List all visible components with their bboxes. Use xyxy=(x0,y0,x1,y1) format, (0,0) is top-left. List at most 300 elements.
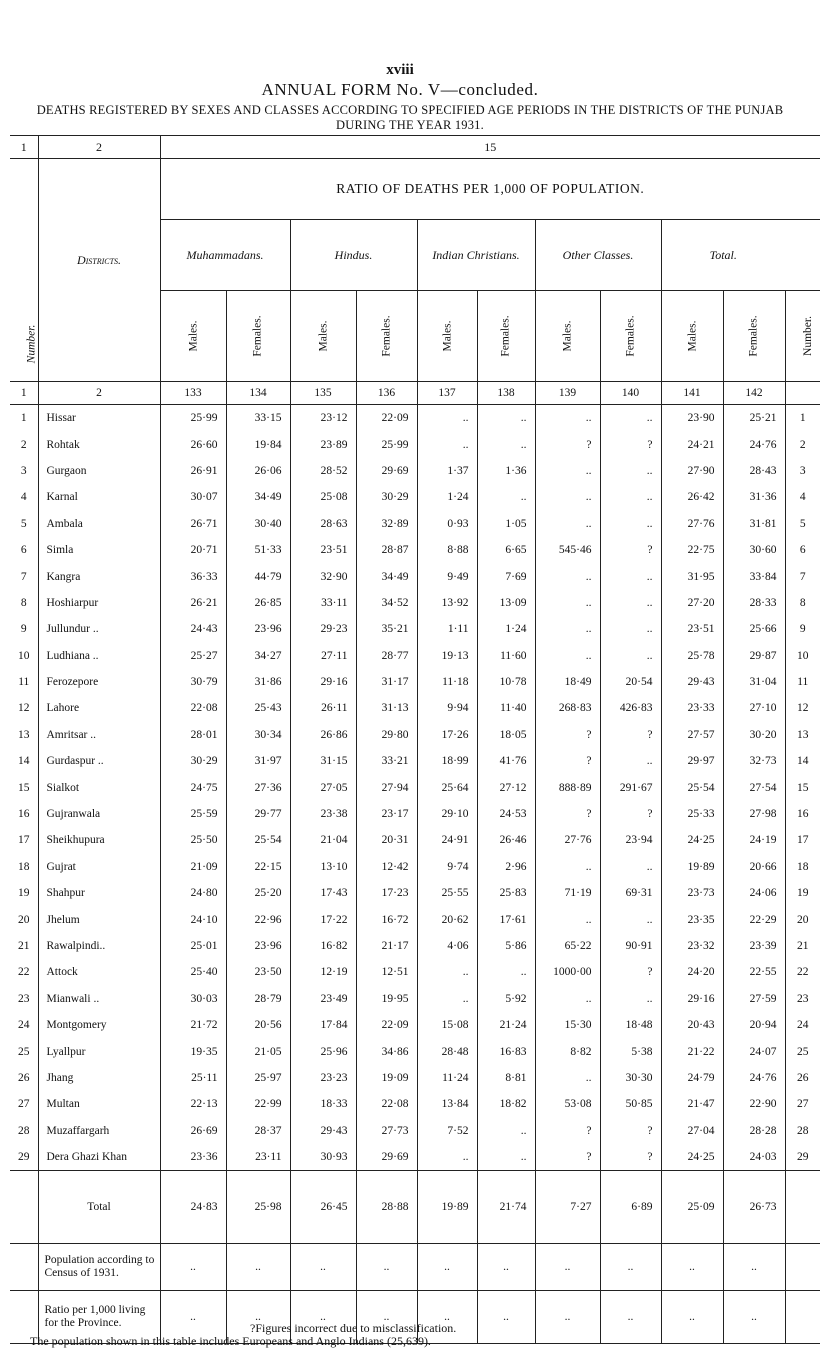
ratio-cell: 23·32 xyxy=(661,933,723,959)
column-number-row xyxy=(10,382,820,405)
ratio-cell: 23·96 xyxy=(226,933,290,959)
ratio-cell: 7·69 xyxy=(477,563,535,589)
ratio-cell: 27·04 xyxy=(661,1118,723,1144)
ratio-cell: 22·96 xyxy=(226,906,290,932)
ratio-cell: 21·05 xyxy=(226,1038,290,1064)
total-cell: 25·09 xyxy=(661,1171,723,1244)
ratio-cell: 32·73 xyxy=(723,748,785,774)
row-number: 3 xyxy=(10,458,38,484)
ratio-cell: 26·11 xyxy=(290,695,356,721)
row-number: 28 xyxy=(10,1118,38,1144)
ratio-cell: 22·09 xyxy=(356,1012,417,1038)
ratio-cell: .. xyxy=(600,405,661,432)
table-row xyxy=(10,854,820,880)
ratio-cell: 29·69 xyxy=(356,1144,417,1171)
district-label: Amritsar .. xyxy=(46,728,97,741)
ratio_province-cell: .. xyxy=(160,1291,226,1344)
ratio-cell: .. xyxy=(477,959,535,985)
district-name xyxy=(38,511,160,537)
ratio-cell: 21·47 xyxy=(661,1091,723,1117)
district-label: Multan xyxy=(46,1098,80,1111)
ratio-cell: 24·43 xyxy=(160,616,226,642)
row-number: 19 xyxy=(10,880,38,906)
row-number-right: 21 xyxy=(797,940,809,952)
ratio-cell: 28·37 xyxy=(226,1118,290,1144)
ratio-cell: ? xyxy=(600,1144,661,1171)
ratio-cell: 12·19 xyxy=(290,959,356,985)
ratio-cell: ? xyxy=(600,801,661,827)
row-number: 14 xyxy=(10,748,38,774)
district-label: Rawalpindi.. xyxy=(46,940,106,952)
row-number-right: 1 xyxy=(799,412,806,425)
ratio-cell: 25·01 xyxy=(160,933,226,959)
row-number: 8 xyxy=(10,590,38,616)
district-name xyxy=(38,933,160,959)
ratio-cell: 16·72 xyxy=(356,906,417,932)
ratio-cell: 31·36 xyxy=(723,484,785,510)
ratio-cell: 9·49 xyxy=(417,563,477,589)
ratio-heading: RATIO OF DEATHS PER 1,000 OF POPULATION. xyxy=(160,159,820,220)
table-row xyxy=(10,431,820,457)
ratio-cell: 18·82 xyxy=(477,1091,535,1117)
district-label: Hissar xyxy=(46,412,76,425)
population-cell: .. xyxy=(535,1244,600,1291)
row-number-right: 26 xyxy=(797,1071,809,1084)
ratio-cell: 30·20 xyxy=(723,722,785,748)
population-label: Population according to Census of 1931. xyxy=(38,1244,160,1291)
ratio-cell: .. xyxy=(535,906,600,932)
ratio-cell: 33·15 xyxy=(226,405,290,432)
population-cell: .. xyxy=(600,1244,661,1291)
ratio-cell: 27·76 xyxy=(535,827,600,853)
ratio-cell: 31·95 xyxy=(661,563,723,589)
ratio-cell: 27·59 xyxy=(723,986,785,1012)
ratio-cell: ? xyxy=(535,431,600,457)
ratio-cell: 26·71 xyxy=(160,511,226,537)
row-number: 5 xyxy=(10,511,38,537)
blank-cell xyxy=(10,1171,38,1244)
row-number-right: 11 xyxy=(797,676,809,689)
ratio-cell: .. xyxy=(600,484,661,510)
district-name xyxy=(38,1038,160,1064)
table-row xyxy=(10,1144,820,1171)
ratio-cell: 32·89 xyxy=(356,511,417,537)
row-number-right: 15 xyxy=(797,781,809,794)
ratio-cell: 23·39 xyxy=(723,933,785,959)
ratio-cell: 21·24 xyxy=(477,1012,535,1038)
ratio-cell: 28·01 xyxy=(160,722,226,748)
ratio-cell: 18·33 xyxy=(290,1091,356,1117)
ratio_province-cell: .. xyxy=(535,1291,600,1344)
table-row xyxy=(10,1038,820,1064)
page-subtitle: DEATHS REGISTERED BY SEXES AND CLASSES ACCORDING TO SPECIFIED AGE PERIODS IN THE DISTRICTS OF THE PUNJAB DURING THE YEAR 1931. xyxy=(36,103,784,132)
col-number: 140 xyxy=(600,382,661,405)
col-number: 1 xyxy=(10,382,38,405)
ratio_province-cell: .. xyxy=(417,1291,477,1344)
ratio-cell: 65·22 xyxy=(535,933,600,959)
row-number-right: 16 xyxy=(797,808,809,821)
ratio-cell: 24·79 xyxy=(661,1065,723,1091)
ratio-cell: 27·73 xyxy=(356,1118,417,1144)
table-row xyxy=(10,986,820,1012)
ratio-cell: 32·90 xyxy=(290,563,356,589)
ratio-cell: 1·24 xyxy=(417,484,477,510)
district-name xyxy=(38,1012,160,1038)
ratio-cell: 27·57 xyxy=(661,722,723,748)
ratio-cell: .. xyxy=(600,563,661,589)
ratio-cell: .. xyxy=(477,1144,535,1171)
district-name xyxy=(38,986,160,1012)
district-name xyxy=(38,458,160,484)
row-number: 15 xyxy=(10,774,38,800)
ratio-cell: ? xyxy=(535,1144,600,1171)
ratio-cell: 25·20 xyxy=(226,880,290,906)
district-label: Lahore xyxy=(46,702,80,715)
ratio-cell: 28·43 xyxy=(723,458,785,484)
ratio-cell: .. xyxy=(535,590,600,616)
ratio-cell: 36·33 xyxy=(160,563,226,589)
ratio-cell: 23·89 xyxy=(290,431,356,457)
ratio-cell: 23·94 xyxy=(600,827,661,853)
ratio-cell: 25·33 xyxy=(661,801,723,827)
district-label: Sialkot xyxy=(46,781,80,794)
ratio-cell: 18·05 xyxy=(477,722,535,748)
ratio-cell: .. xyxy=(535,616,600,642)
ratio-cell: ? xyxy=(535,748,600,774)
ratio-cell: .. xyxy=(417,431,477,457)
ratio-cell: 22·15 xyxy=(226,854,290,880)
ratio-cell: 25·50 xyxy=(160,827,226,853)
district-name xyxy=(38,1118,160,1144)
table-row xyxy=(10,616,820,642)
row-number: 22 xyxy=(10,959,38,985)
district-label: Ludhiana .. xyxy=(46,649,99,662)
ratio-cell: .. xyxy=(600,906,661,932)
ratio-cell: 28·87 xyxy=(356,537,417,563)
ratio-cell: .. xyxy=(417,1144,477,1171)
ratio-cell: 19·09 xyxy=(356,1065,417,1091)
ratio_province-label: Ratio per 1,000 living for the Province. xyxy=(38,1291,160,1344)
district-name xyxy=(38,722,160,748)
ratio-cell: 13·84 xyxy=(417,1091,477,1117)
ratio-cell: 28·48 xyxy=(417,1038,477,1064)
row-number-right: 7 xyxy=(799,570,806,583)
row-number-right: 5 xyxy=(799,517,806,530)
ratio-cell: 8·81 xyxy=(477,1065,535,1091)
district-label: Jhelum xyxy=(46,913,80,926)
ratio-cell: 19·13 xyxy=(417,643,477,669)
table-row xyxy=(10,748,820,774)
ratio-cell: 26·86 xyxy=(290,722,356,748)
row-number-right: 13 xyxy=(797,728,809,741)
ratio-cell: 31·97 xyxy=(226,748,290,774)
ratio-cell: 30·40 xyxy=(226,511,290,537)
district-name xyxy=(38,695,160,721)
ratio-cell: ? xyxy=(535,722,600,748)
blank-cell xyxy=(785,1171,820,1244)
ratio-cell: 24·91 xyxy=(417,827,477,853)
district-label: Jhang xyxy=(46,1071,74,1084)
ratio-cell: 24·25 xyxy=(661,827,723,853)
ratio-cell: 27·11 xyxy=(290,643,356,669)
ratio-cell: 50·85 xyxy=(600,1091,661,1117)
total-cell: 21·74 xyxy=(477,1171,535,1244)
total-cell: 26·73 xyxy=(723,1171,785,1244)
ratio-cell: 41·76 xyxy=(477,748,535,774)
ratio_province-cell: .. xyxy=(356,1291,417,1344)
ratio-cell: .. xyxy=(535,405,600,432)
row-number: 12 xyxy=(10,695,38,721)
ratio-cell: 34·49 xyxy=(226,484,290,510)
col-number: 135 xyxy=(290,382,356,405)
ratio-cell: 25·97 xyxy=(226,1065,290,1091)
row-number: 24 xyxy=(10,1012,38,1038)
ratio-cell: 30·29 xyxy=(356,484,417,510)
table-row xyxy=(10,1065,820,1091)
ratio-cell: 24·25 xyxy=(661,1144,723,1171)
ratio-cell: 18·99 xyxy=(417,748,477,774)
ratio-cell: .. xyxy=(600,986,661,1012)
ratio-cell: 29·69 xyxy=(356,458,417,484)
row-number: 21 xyxy=(10,933,38,959)
table-row xyxy=(10,774,820,800)
footnotes xyxy=(30,1322,800,1348)
row-number-right: 8 xyxy=(799,596,806,609)
ratio-cell: 29·80 xyxy=(356,722,417,748)
row-number-right: 20 xyxy=(797,913,809,926)
table-row xyxy=(10,695,820,721)
top-number-15: 15 xyxy=(160,136,820,159)
ratio-cell: 30·30 xyxy=(600,1065,661,1091)
ratio-cell: 44·79 xyxy=(226,563,290,589)
ratio-cell: 1000·00 xyxy=(535,959,600,985)
district-name xyxy=(38,827,160,853)
district-label: Jullundur .. xyxy=(46,623,99,636)
number-label-left: Number. xyxy=(25,324,38,364)
row-number-right: 27 xyxy=(797,1098,809,1111)
group-other-classes: Other Classes. xyxy=(535,220,661,291)
table-row xyxy=(10,669,820,695)
ratio-cell: 27·36 xyxy=(226,774,290,800)
ratio-cell: .. xyxy=(477,1118,535,1144)
ratio-cell: 25·27 xyxy=(160,643,226,669)
ratio-cell: 24·75 xyxy=(160,774,226,800)
ratio-cell: 24·06 xyxy=(723,880,785,906)
ratio-cell: 10·78 xyxy=(477,669,535,695)
table-row xyxy=(10,1012,820,1038)
row-number-right: 9 xyxy=(799,623,806,636)
ratio-cell: 426·83 xyxy=(600,695,661,721)
ratio-cell: 16·83 xyxy=(477,1038,535,1064)
ratio-cell: .. xyxy=(535,563,600,589)
district-name xyxy=(38,1144,160,1171)
ratio-cell: .. xyxy=(477,405,535,432)
district-name xyxy=(38,801,160,827)
ratio-cell: 25·54 xyxy=(226,827,290,853)
blank-cell xyxy=(785,1244,820,1291)
ratio-cell: 24·19 xyxy=(723,827,785,853)
row-number: 2 xyxy=(10,431,38,457)
ratio-cell: .. xyxy=(535,643,600,669)
district-label: Mianwali .. xyxy=(46,992,100,1005)
table-row xyxy=(10,590,820,616)
ratio-cell: 268·83 xyxy=(535,695,600,721)
ratio-cell: 4·06 xyxy=(417,933,477,959)
ratio-cell: 25·83 xyxy=(477,880,535,906)
sex-label: Females. xyxy=(251,315,264,357)
ratio-cell: 22·08 xyxy=(160,695,226,721)
district-label: Gujrat xyxy=(46,860,76,873)
ratio-cell: 29·16 xyxy=(661,986,723,1012)
ratio-cell: .. xyxy=(535,854,600,880)
ratio-cell: 13·92 xyxy=(417,590,477,616)
row-number: 1 xyxy=(10,405,38,432)
ratio-cell: 23·33 xyxy=(661,695,723,721)
blank-cell xyxy=(10,1244,38,1291)
ratio_province-cell: .. xyxy=(661,1291,723,1344)
district-label: Attock xyxy=(46,966,78,979)
footnote-misclassification: ?Figures incorrect due to misclassification. xyxy=(250,1321,457,1335)
ratio-cell: 26·21 xyxy=(160,590,226,616)
ratio-cell: 34·27 xyxy=(226,643,290,669)
ratio-cell: 24·76 xyxy=(723,431,785,457)
row-number: 13 xyxy=(10,722,38,748)
row-number-right: 6 xyxy=(799,544,806,557)
row-number-right: 22 xyxy=(797,966,809,979)
ratio-cell: 5·38 xyxy=(600,1038,661,1064)
ratio-cell: 25·21 xyxy=(723,405,785,432)
ratio-cell: 30·34 xyxy=(226,722,290,748)
ratio-cell: 21·17 xyxy=(356,933,417,959)
page-number: xviii xyxy=(386,62,414,78)
table-row xyxy=(10,880,820,906)
population-cell: .. xyxy=(356,1244,417,1291)
ratio-cell: 545·46 xyxy=(535,537,600,563)
ratio-cell: 22·09 xyxy=(356,405,417,432)
ratio-cell: 25·54 xyxy=(661,774,723,800)
district-name xyxy=(38,537,160,563)
ratio_province-cell: .. xyxy=(723,1291,785,1344)
group-muhammadans: Muhammadans. xyxy=(160,220,290,291)
ratio-cell: .. xyxy=(535,511,600,537)
ratio-cell: 5·86 xyxy=(477,933,535,959)
col-number: 139 xyxy=(535,382,600,405)
ratio-cell: 25·64 xyxy=(417,774,477,800)
group-hindus: Hindus. xyxy=(290,220,417,291)
ratio_province-cell: .. xyxy=(600,1291,661,1344)
ratio-cell: 21·04 xyxy=(290,827,356,853)
district-label: Gurdaspur .. xyxy=(46,755,104,768)
ratio-cell: 6·65 xyxy=(477,537,535,563)
ratio-cell: 11·60 xyxy=(477,643,535,669)
ratio-cell: 26·60 xyxy=(160,431,226,457)
ratio-cell: 25·99 xyxy=(160,405,226,432)
ratio-cell: 25·40 xyxy=(160,959,226,985)
ratio-cell: 24·80 xyxy=(160,880,226,906)
ratio-cell: 9·74 xyxy=(417,854,477,880)
row-number: 16 xyxy=(10,801,38,827)
ratio-cell: ? xyxy=(600,431,661,457)
row-number: 25 xyxy=(10,1038,38,1064)
row-number-right: 19 xyxy=(797,887,809,900)
district-name xyxy=(38,431,160,457)
ratio-cell: 8·82 xyxy=(535,1038,600,1064)
col-number: 138 xyxy=(477,382,535,405)
district-name xyxy=(38,906,160,932)
ratio-cell: 21·09 xyxy=(160,854,226,880)
ratio-cell: 26·85 xyxy=(226,590,290,616)
ratio-cell: 17·23 xyxy=(356,880,417,906)
district-name xyxy=(38,590,160,616)
district-name xyxy=(38,880,160,906)
ratio-cell: .. xyxy=(600,458,661,484)
ratio-cell: 30·79 xyxy=(160,669,226,695)
row-number-right: 14 xyxy=(797,755,809,768)
population-cell: .. xyxy=(290,1244,356,1291)
ratio-cell: 33·21 xyxy=(356,748,417,774)
ratio-cell: 25·78 xyxy=(661,643,723,669)
ratio-cell: 34·49 xyxy=(356,563,417,589)
number-label-right: Number. xyxy=(801,316,814,356)
district-label: Gurgaon xyxy=(46,464,87,477)
district-name xyxy=(38,405,160,432)
sex-label: Males. xyxy=(186,320,199,352)
ratio-cell: 23·36 xyxy=(160,1144,226,1171)
ratio-cell: 1·36 xyxy=(477,458,535,484)
ratio-cell: 17·61 xyxy=(477,906,535,932)
ratio-cell: 31·17 xyxy=(356,669,417,695)
district-label: Muzaffargarh xyxy=(46,1124,110,1137)
ratio-cell: 25·59 xyxy=(160,801,226,827)
table-row xyxy=(10,484,820,510)
sex-label: Females. xyxy=(380,315,393,357)
col-number: 137 xyxy=(417,382,477,405)
ratio-cell: 17·22 xyxy=(290,906,356,932)
ratio-cell: 24·03 xyxy=(723,1144,785,1171)
ratio-cell: 15·08 xyxy=(417,1012,477,1038)
ratio-cell: 26·42 xyxy=(661,484,723,510)
row-number-right: 12 xyxy=(797,702,809,715)
ratio-cell: 30·60 xyxy=(723,537,785,563)
ratio-cell: .. xyxy=(535,458,600,484)
ratio-cell: 22·08 xyxy=(356,1091,417,1117)
ratio-cell: .. xyxy=(600,590,661,616)
ratio-cell: 19·84 xyxy=(226,431,290,457)
ratio-cell: 24·10 xyxy=(160,906,226,932)
table-row xyxy=(10,458,820,484)
row-number: 9 xyxy=(10,616,38,642)
row-number-right: 18 xyxy=(797,860,809,873)
ratio-cell: 23·51 xyxy=(661,616,723,642)
ratio-cell: 22·99 xyxy=(226,1091,290,1117)
col-number: 141 xyxy=(661,382,723,405)
ratio-cell: 23·38 xyxy=(290,801,356,827)
ratio-cell: 25·66 xyxy=(723,616,785,642)
ratio-cell: 5·92 xyxy=(477,986,535,1012)
ratio-cell: 24·21 xyxy=(661,431,723,457)
population-cell: .. xyxy=(723,1244,785,1291)
ratio-cell: 27·20 xyxy=(661,590,723,616)
ratio-cell: 90·91 xyxy=(600,933,661,959)
ratio-cell: 23·73 xyxy=(661,880,723,906)
total-row xyxy=(10,1171,820,1244)
ratio-cell: 15·30 xyxy=(535,1012,600,1038)
ratio-cell: 28·77 xyxy=(356,643,417,669)
total-cell: 24·83 xyxy=(160,1171,226,1244)
total-cell: 28·88 xyxy=(356,1171,417,1244)
ratio-cell: 21·72 xyxy=(160,1012,226,1038)
district-name xyxy=(38,959,160,985)
